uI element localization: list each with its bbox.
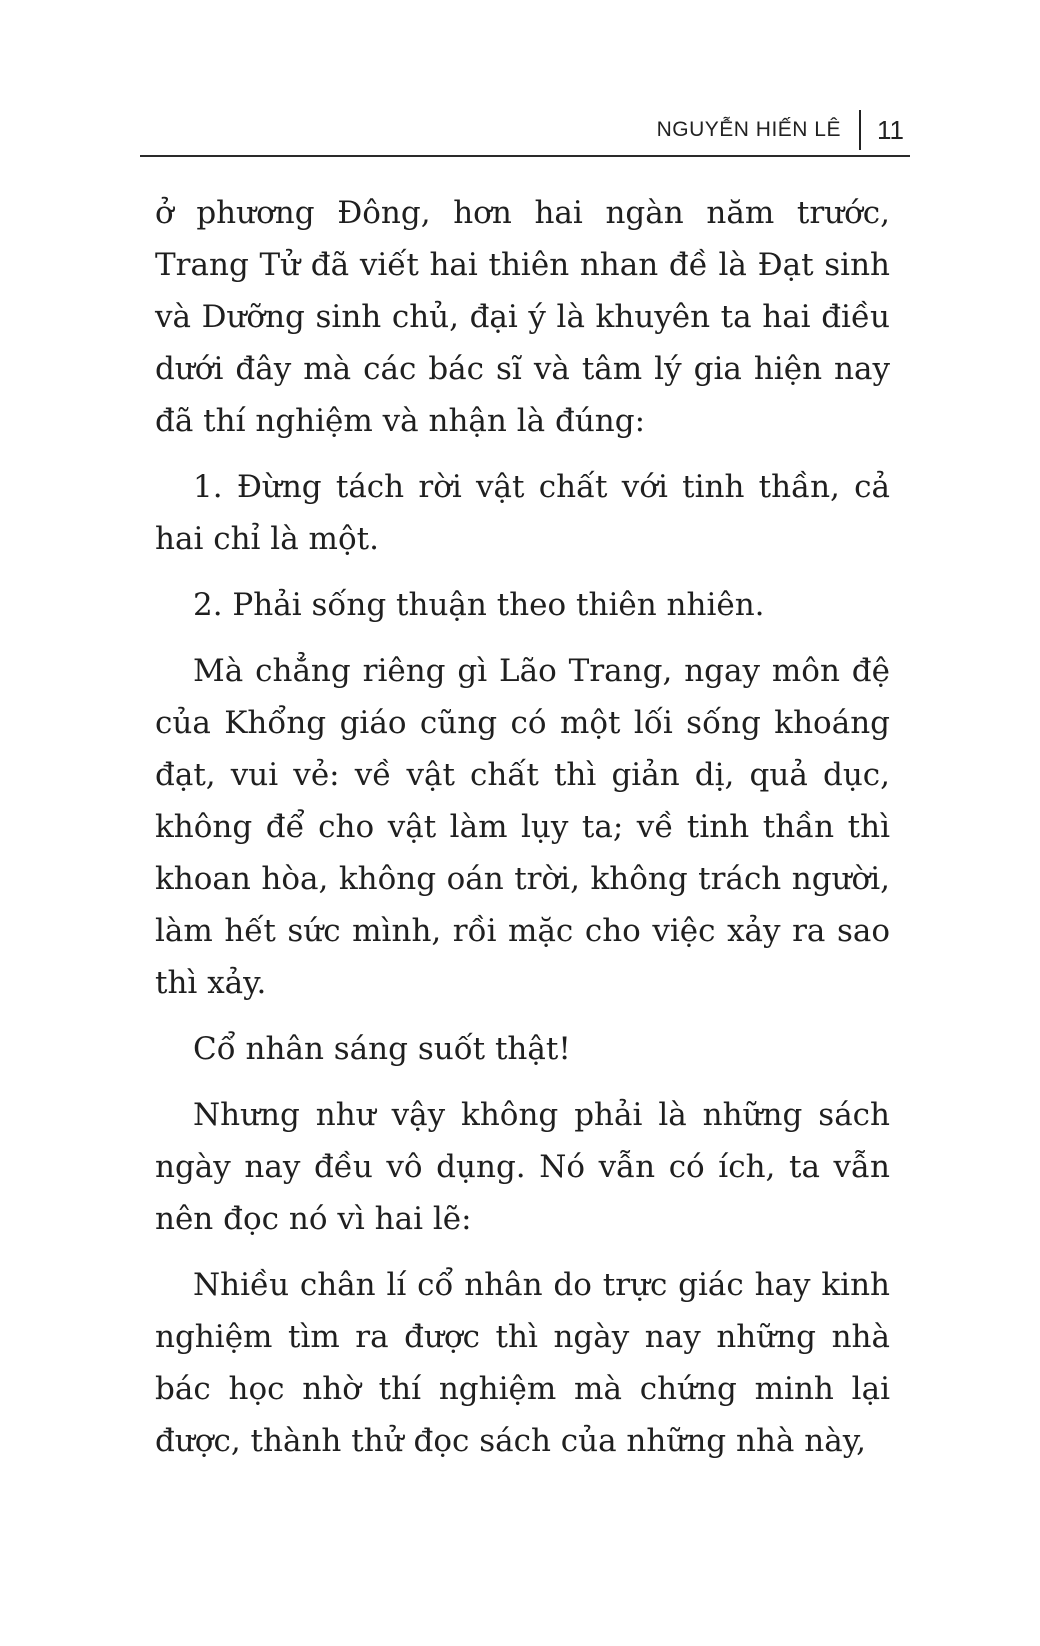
paragraph-4: Mà chẳng riêng gì Lão Trang, ngay môn đệ của Khổng giáo cũng có một lối sống khoáng đạt, vui vẻ: về vật chất thì giản dị, quả dục, không để cho vật làm lụy ta; về tinh thần thì khoan hòa, không oán trời, không trách người, làm hết sức mình, rồi mặc cho việc xảy ra sao thì xảy.: [155, 653, 890, 1001]
paragraph-5: Cổ nhân sáng suốt thật!: [193, 1031, 571, 1067]
page-number: 11: [877, 114, 904, 145]
paragraph-3: 2. Phải sống thuận theo thiên nhiên.: [193, 587, 765, 623]
header-author: NGUYỄN HIẾN LÊ: [656, 118, 841, 141]
paragraph-2: 1. Đừng tách rời vật chất với tinh thần, cả hai chỉ là một.: [155, 469, 890, 557]
paragraph-1: ở phương Đông, hơn hai ngàn năm trước, Trang Tử đã viết hai thiên nhan đề là Đạt sinh và Dưỡng sinh chủ, đại ý là khuyên ta hai điều dưới đây mà các bác sĩ và tâm lý gia hiện nay đã thí nghiệm và nhận là đúng:: [155, 195, 890, 439]
body-text: [155, 187, 890, 1481]
running-header: [140, 105, 910, 157]
paragraph-6: Nhưng như vậy không phải là những sách ngày nay đều vô dụng. Nó vẫn có ích, ta vẫn nên đọc nó vì hai lẽ:: [155, 1097, 890, 1237]
paragraph-7: Nhiều chân lí cổ nhân do trực giác hay kinh nghiệm tìm ra được thì ngày nay những nhà bác học nhờ thí nghiệm mà chứng minh lại được, thành thử đọc sách của những nhà này,: [155, 1267, 890, 1459]
